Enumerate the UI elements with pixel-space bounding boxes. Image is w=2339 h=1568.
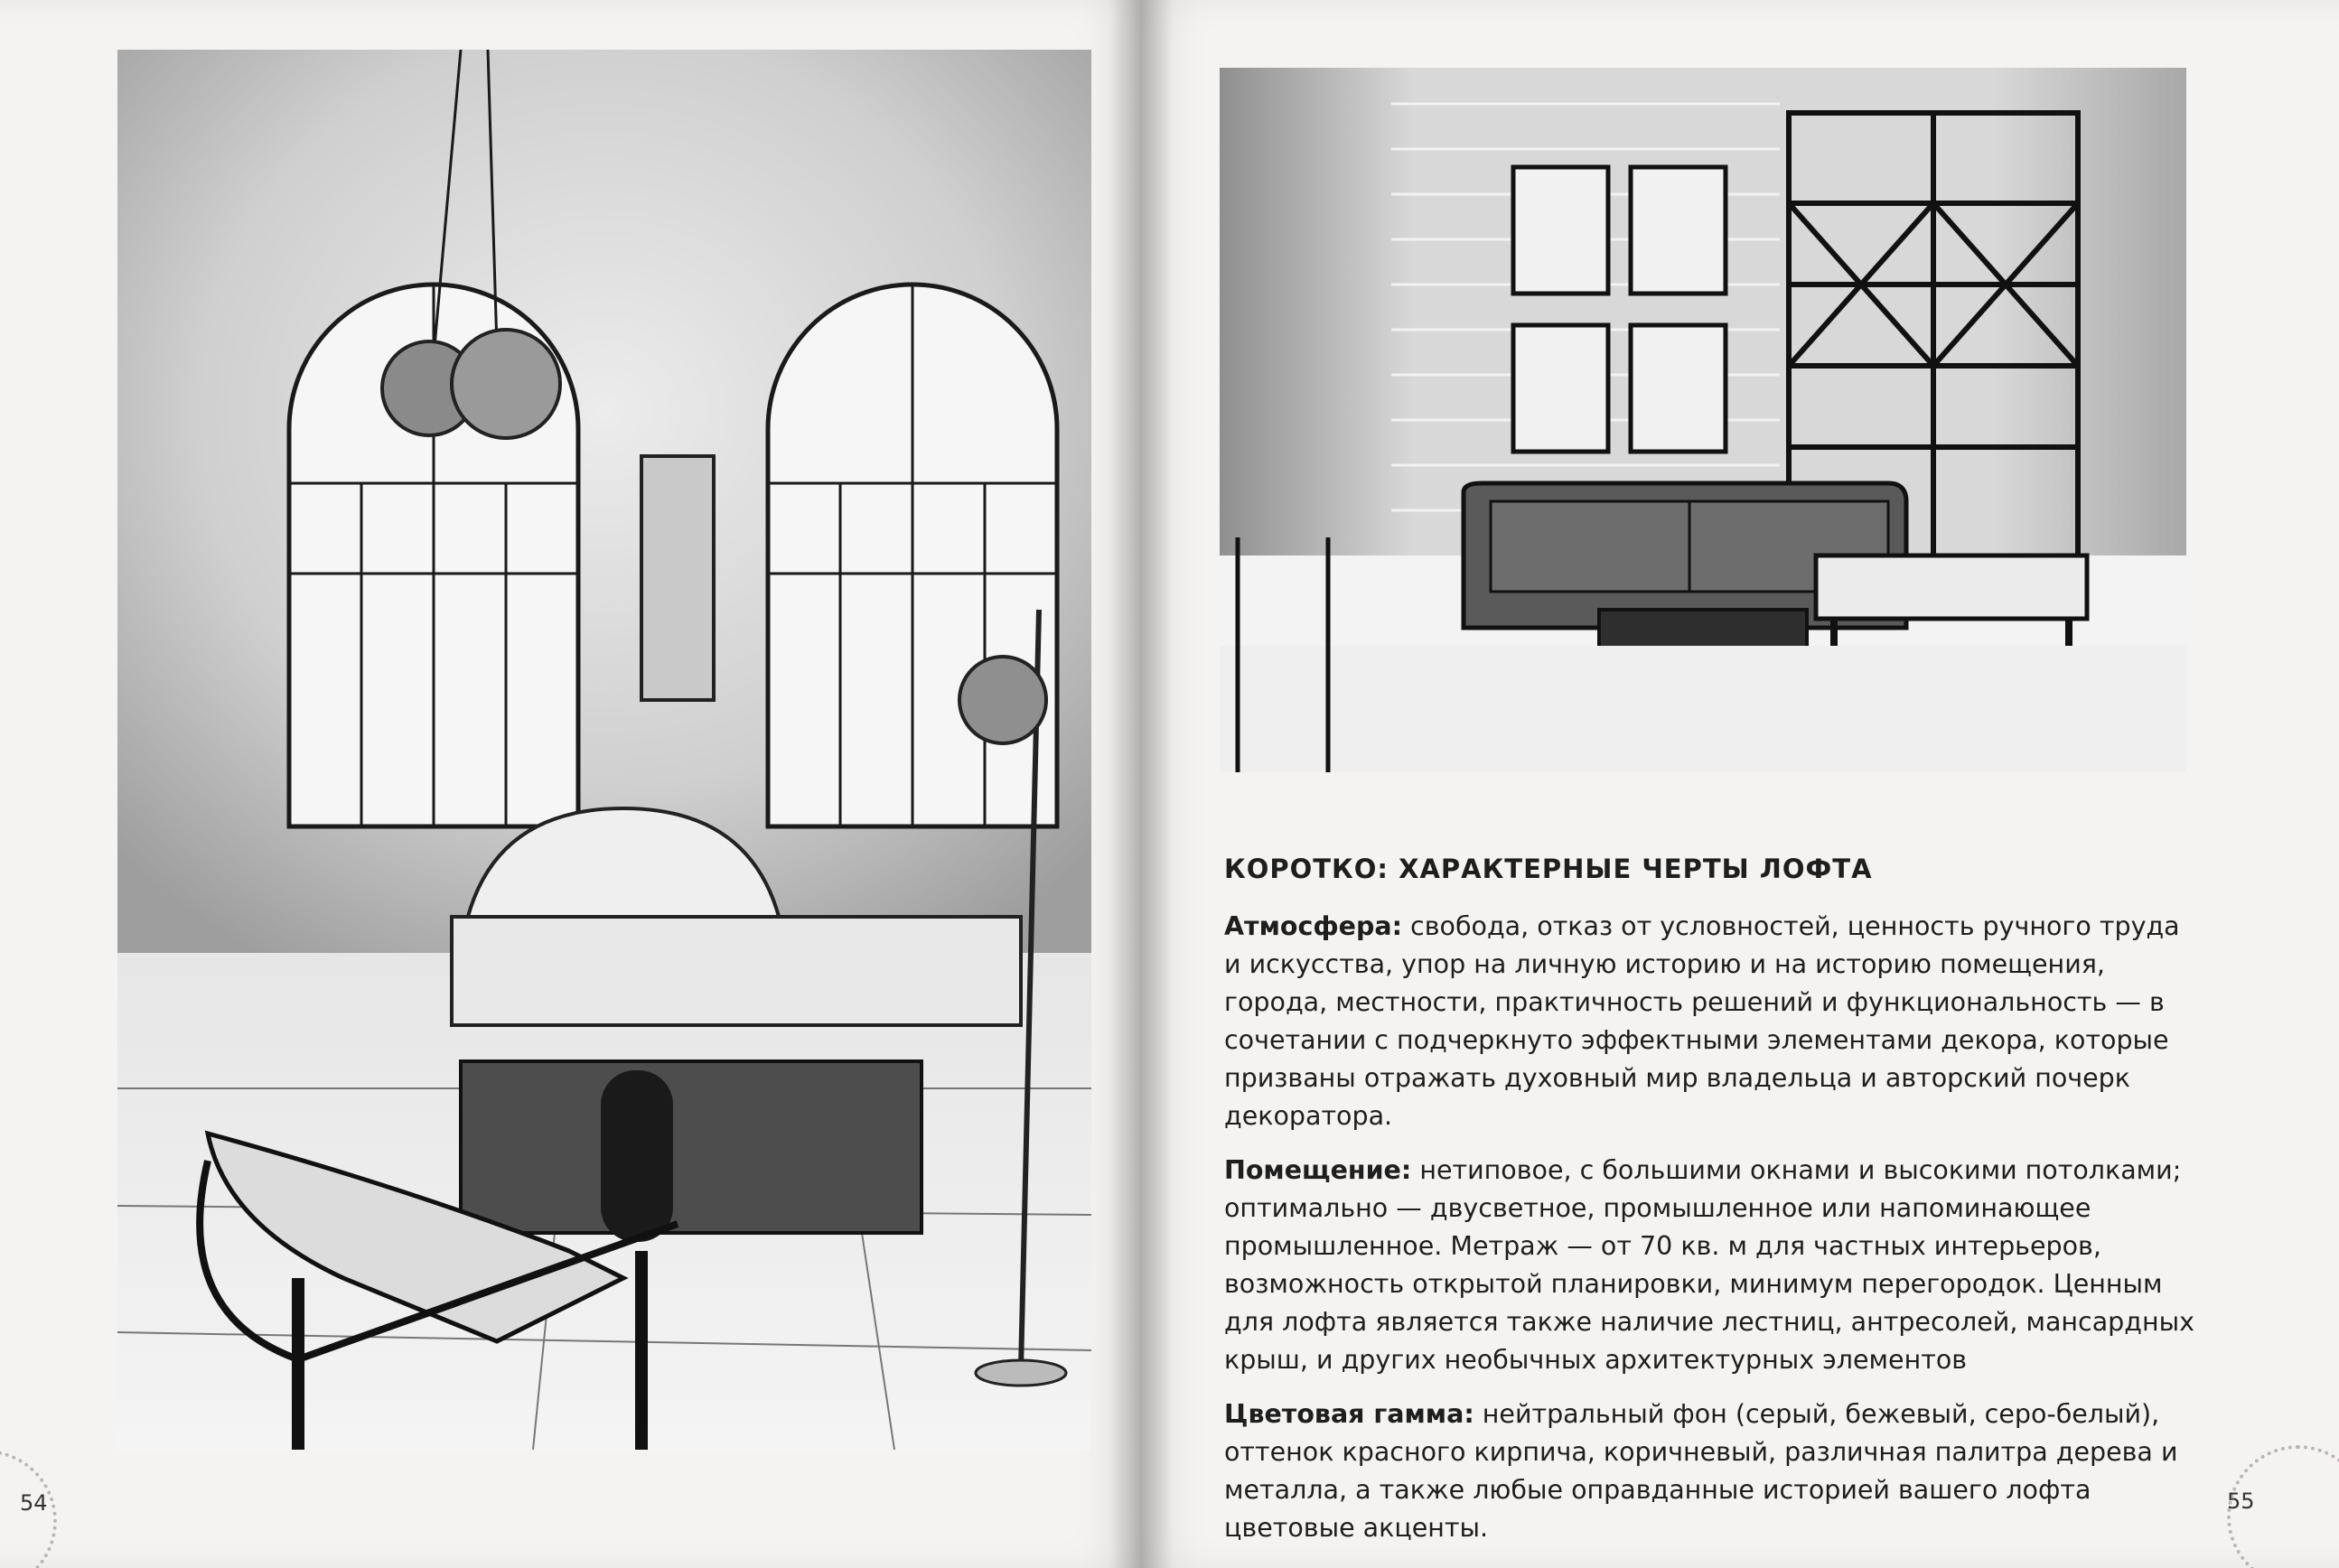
text-atmosphere: свобода, отказ от условностей, ценность ручного труда и искусства, упор на личную историю и на историю помещения, города, местности, практичность решений и функциональность — в сочетании с подчеркнуто эффектными элементами декора, которые призваны отражать духовный мир владельца и авторский почерк декоратора. [1224, 911, 2180, 1131]
term-color-scheme: Цветовая гамма: [1224, 1399, 1474, 1429]
paragraph-space [1224, 1152, 2204, 1379]
term-atmosphere: Атмосфера: [1224, 911, 1402, 941]
page-number-right: 55 [2227, 1489, 2255, 1514]
term-space: Помещение: [1224, 1155, 1412, 1185]
text-color-scheme: нейтральный фон (серый, бежевый, серо-белый), оттенок красного кирпича, коричневый, различная палитра дерева и металла, а также любые оправданные историей вашего лофта цветовые акценты. [1224, 1399, 2178, 1543]
loft-sofa-shelving-illustration [1220, 68, 2186, 772]
page-number-left: 54 [20, 1490, 48, 1516]
section-text [1224, 854, 2204, 1563]
left-page [0, 0, 1140, 1568]
paragraph-atmosphere [1224, 908, 2204, 1135]
book-gutter [1109, 0, 1173, 1568]
text-space: нетиповое, с большими окнами и высокими потолками; оптимально — двусветное, промышленное или напоминающее промышленное. Метраж — от 70 кв. м для частных интерьеров, возможность открытой планировки, минимум перегородок. Ценным для лофта является также наличие лестниц, антресолей, мансардных крыш, и других необычных архитектурных элементов [1224, 1155, 2194, 1375]
paragraph-color-scheme [1224, 1395, 2204, 1547]
loft-living-room-illustration [117, 50, 1091, 1450]
section-heading: КОРОТКО: ХАРАКТЕРНЫЕ ЧЕРТЫ ЛОФТА [1224, 854, 1873, 884]
